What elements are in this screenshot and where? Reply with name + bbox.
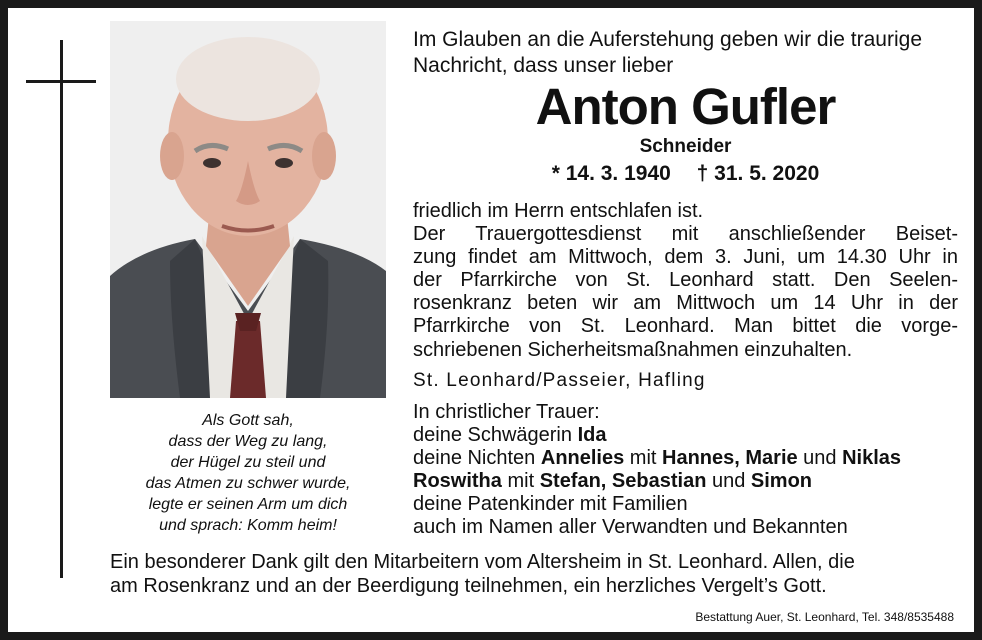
mourner-line: Roswitha mit Stefan, Sebastian und Simon (413, 470, 813, 493)
place-line: St. Leonhard/Passeier, Hafling (413, 370, 706, 391)
body-line: rosenkranz beten wir am Mittwoch um 14 Uhr in der (413, 292, 958, 315)
cross-icon-bar (26, 80, 96, 83)
thanks-line: Ein besonderer Dank gilt den Mitarbeitern vom Altersheim in St. Leonhard. Allen, die (110, 551, 855, 573)
thanks-text (110, 550, 955, 598)
deceased-profession: Schneider (639, 136, 732, 157)
poem-line: und sprach: Komm heim! (159, 517, 337, 534)
body-line: zung findet am Mittwoch, dem 3. Juni, um 14.30 Uhr in (413, 246, 958, 269)
body-line: der Pfarrkirche von St. Leonhard statt. Den Seelen- (413, 269, 958, 292)
intro-line: Im Glauben an die Auferstehung geben wir die traurige (413, 28, 922, 51)
poem (100, 410, 396, 536)
mourner-line: auch im Namen aller Verwandten und Bekannten (413, 516, 848, 539)
body-line: friedlich im Herrn entschlafen ist. (413, 200, 704, 222)
life-dates (413, 162, 958, 186)
poem-line: dass der Weg zu lang, (168, 433, 328, 450)
thanks-line: am Rosenkranz und an der Beerdigung teilnehmen, ein herzliches Vergelt’s Gott. (110, 575, 827, 597)
mourner-line: deine Patenkinder mit Familien (413, 493, 688, 516)
portrait-photo (110, 21, 386, 398)
body-line: schriebenen Sicherheitsmaßnahmen einzuhalten. (413, 338, 853, 361)
poem-line: der Hügel zu steil und (170, 454, 326, 471)
body-line: Pfarrkirche von St. Leonhard. Man bittet die vorge- (413, 315, 958, 338)
body-line: Der Trauergottesdienst mit anschließender Beiset- (413, 223, 958, 246)
poem-line: das Atmen zu schwer wurde, (145, 475, 351, 492)
funeral-home-credit: Bestattung Auer, St. Leonhard, Tel. 348/8535488 (695, 610, 954, 624)
mourner-line: deine Schwägerin Ida (413, 424, 607, 447)
intro-text (413, 27, 958, 79)
death-date: † 31. 5. 2020 (696, 162, 820, 185)
funeral-details (413, 200, 958, 362)
mourners-list (413, 401, 958, 540)
poem-line: legte er seinen Arm um dich (148, 496, 348, 513)
poem-line: Als Gott sah, (202, 412, 294, 429)
cross-icon (60, 40, 63, 578)
birth-date: * 14. 3. 1940 (551, 162, 671, 185)
intro-line: Nachricht, dass unser lieber (413, 54, 674, 77)
mourners-heading: In christlicher Trauer: (413, 401, 600, 423)
deceased-name: Anton Gufler (535, 78, 836, 135)
mourner-line: deine Nichten Annelies mit Hannes, Marie und Niklas (413, 447, 902, 470)
